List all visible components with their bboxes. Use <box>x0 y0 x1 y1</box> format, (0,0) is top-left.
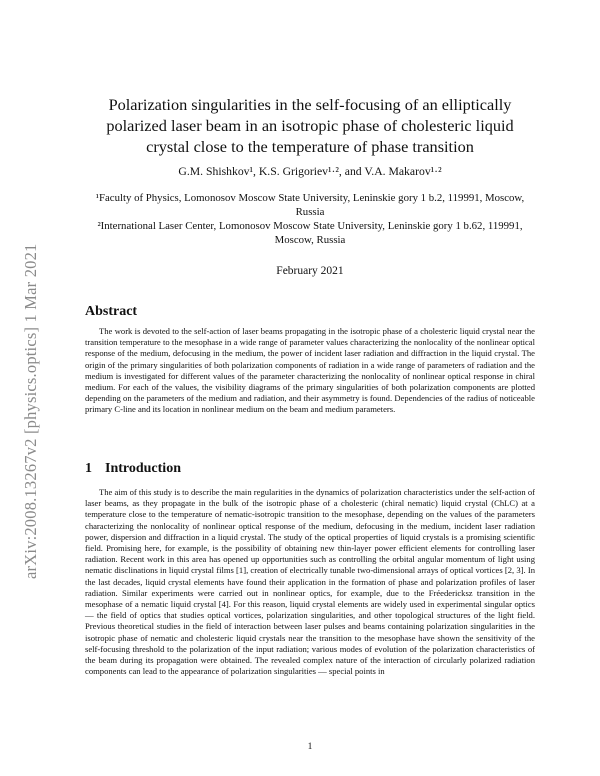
section-title: Introduction <box>105 461 181 476</box>
section-number: 1 <box>85 461 92 476</box>
authors: G.M. Shishkov¹, K.S. Grigoriev¹·², and V.A. Makarov¹·² <box>178 165 442 178</box>
affiliation-1: ¹Faculty of Physics, Lomonosov Moscow State University, Leninskie gory 1 b.2, 119991, Moscow, Russia <box>95 192 525 218</box>
arxiv-identifier: arXiv:2008.13267v2 [physics.optics] 1 Mar 2021 <box>21 243 40 579</box>
introduction-heading <box>85 461 181 477</box>
abstract-heading: Abstract <box>85 304 138 319</box>
affiliation-2: ²International Laser Center, Lomonosov Moscow State University, Leninskie gory 1 b.62, 119991, Moscow, Russia <box>97 220 523 246</box>
abstract-text: The work is devoted to the self-action of laser beams propagating in the isotropic phase of a cholesteric liquid crystal near the transition temperature to the mesophase in a wide range of parameter values characterizing the nonlocality of the nonlinear optical response of the medium, defocusing in the medium, the power of incident laser radiation and diffraction in the liquid crystal. The origin of the primary singularities of both polarization components of radiation in a wide range of parameters of radiation and the medium is investigated for different values of the parameter characterizing the nonlocality of nonlinear optical response in chiral medium. For each of the values, the visibility diagrams of the primary singularities of both polarization components are plotted depending on the parameters of the medium and radiation, and their asymmetry is found. Dependencies of the radius of noticeable primary C-line and its location in nonlinear medium on the beam and medium parameters. <box>85 326 535 415</box>
page-number: 1 <box>307 742 313 752</box>
paper-title: Polarization singularities in the self-focusing of an elliptically polarized laser beam in an isotropic phase of cholesteric liquid crystal close to the temperature of phase transition <box>106 95 514 156</box>
date: February 2021 <box>276 265 344 277</box>
introduction-text: The aim of this study is to describe the main regularities in the dynamics of polarization characteristics under the self-action of laser beams, as they propagate in the bulk of the isotropic phase of a cholesteric (chiral nematic) liquid crystal (ChLC) at a temperature close to the temperature of nematic-isotropic transition to the mesophase, depending on the values of the parameters characterizing the nonlocality of nonlinear optical response of the medium, defocusing in the medium, incident laser radiation power, dispersion and diffraction in a liquid crystal. The study of the optical properties of liquid crystals is a promising scientific field. Promising here, for example, is the possibility of obtaining new thin-layer power efficient elements for controlling laser radiation. Recent work in this area has opened up opportunities such as controlling the orbital angular momentum of light using nematic disclinations in liquid crystal films [1], creation of electrically tunable two-dimensional arrays of optical vortices [2, 3]. In the last decades, liquid crystal elements have found their application in the formation of phase and polarization profiles of laser radiation. Similar experiments were carried out in nonlinear optics, for example, due to the Fréedericksz transition in the mesophase of a nematic liquid crystal [4]. For this reason, liquid crystal elements are widely used in experimental singular optics — the field of optics that studies optical vortices, polarization singularities, and other topological structures of the light field. Previous theoretical studies in the field of interaction between laser pulses and beams containing polarization singularities in the isotropic phase of nematic and cholesteric liquid crystals near the transition to the mesophase have shown the sensitivity of the self-focusing threshold to the polarization of the input radiation; various modes of evolution of the polarization characteristics of the beam during its propagation were obtained. The revealed complex nature of the interaction of circularly polarized radiation components can lead to the appearance of polarization singularities — special points in <box>85 487 535 677</box>
